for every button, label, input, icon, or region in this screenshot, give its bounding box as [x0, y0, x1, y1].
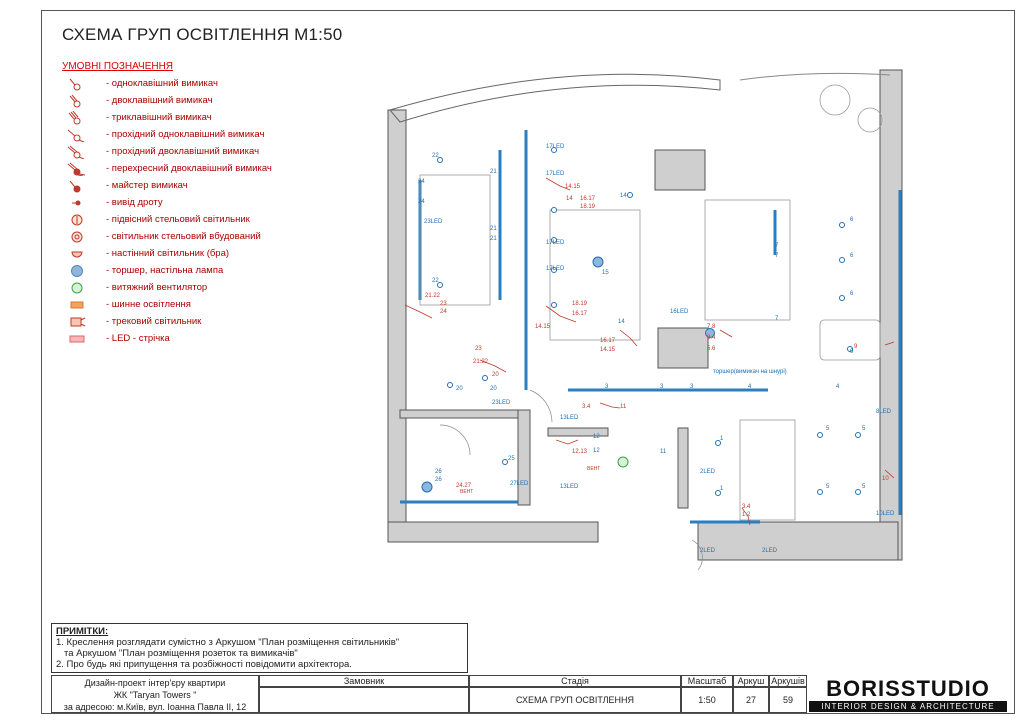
floor-lamps [422, 257, 715, 492]
brand-logo [807, 676, 1009, 713]
svg-text:12.13: 12.13 [572, 449, 588, 455]
svg-text:23: 23 [475, 346, 482, 352]
svg-text:2LED: 2LED [762, 548, 778, 554]
svg-text:4: 4 [748, 384, 752, 390]
svg-text:20: 20 [492, 372, 499, 378]
svg-text:21: 21 [490, 226, 497, 232]
svg-text:1: 1 [720, 436, 724, 442]
svg-text:5: 5 [826, 426, 830, 432]
svg-text:20: 20 [490, 386, 497, 392]
svg-text:23LED: 23LED [492, 400, 511, 406]
legend-item: - прохідний одноклавішний вимикач [62, 127, 292, 144]
svg-text:24: 24 [418, 199, 425, 205]
svg-text:12: 12 [593, 448, 600, 454]
track-light-icon [62, 315, 92, 329]
pass-single-switch-icon [62, 128, 92, 142]
svg-text:14.15: 14.15 [565, 184, 581, 190]
plan-furniture [420, 85, 882, 520]
floor-plan [380, 60, 920, 580]
svg-text:18.19: 18.19 [572, 301, 588, 307]
note-line: 1. Креслення розглядати сумістно з Аркушом "План розміщення світильників" [56, 637, 400, 648]
brand-tagline: INTERIOR DESIGN & ARCHITECTURE [809, 701, 1007, 712]
facade-outline [740, 73, 890, 80]
svg-text:21: 21 [490, 169, 497, 175]
single-switch-icon [62, 77, 92, 91]
svg-text:25: 25 [508, 456, 515, 462]
svg-text:3.4: 3.4 [582, 404, 591, 410]
legend-item: - шинне освітлення [62, 297, 292, 314]
svg-text:11: 11 [620, 404, 627, 410]
legend-heading: УМОВНІ ПОЗНАЧЕННЯ [62, 61, 174, 72]
svg-text:27LED: 27LED [510, 481, 529, 487]
legend-item: - майстер вимикач [62, 178, 292, 195]
legend-item: - триклавішний вимикач [62, 110, 292, 127]
legend-item: - підвісний стельовий світильник [62, 212, 292, 229]
sheet-header: Аркуш [733, 675, 769, 687]
svg-text:5: 5 [826, 484, 830, 490]
legend-item: - перехресний двоклавішний вимикач [62, 161, 292, 178]
svg-text:5.6: 5.6 [707, 346, 716, 352]
svg-text:5: 5 [862, 484, 866, 490]
cross-double-switch-icon [62, 162, 92, 176]
legend-item: - двоклавішний вимикач [62, 93, 292, 110]
svg-text:5: 5 [862, 426, 866, 432]
stage-header: Стадія [469, 675, 681, 687]
legend-item: - прохідний двоклавішний вимикач [62, 144, 292, 161]
svg-text:14: 14 [566, 196, 573, 202]
stage-value: СХЕМА ГРУП ОСВІТЛЕННЯ [469, 687, 681, 713]
svg-text:14: 14 [620, 193, 627, 199]
svg-text:9: 9 [854, 344, 858, 350]
svg-text:21.22: 21.22 [425, 293, 441, 299]
legend-item: - трековий світильник [62, 314, 292, 331]
svg-text:26: 26 [435, 477, 442, 483]
legend-item: - вивід дроту [62, 195, 292, 212]
svg-text:16.17: 16.17 [600, 338, 616, 344]
svg-text:7: 7 [775, 253, 779, 259]
svg-text:3: 3 [690, 384, 694, 390]
scale-value: 1:50 [681, 687, 733, 713]
notes-heading: ПРИМІТКИ: [56, 626, 109, 637]
svg-text:18.19: 18.19 [580, 204, 596, 210]
master-switch-icon [62, 179, 92, 193]
legend-item: - LED - стрічка [62, 331, 292, 348]
svg-text:21: 21 [490, 236, 497, 242]
triple-switch-icon [62, 111, 92, 125]
legend-item: - торшер, настільна лампа [62, 263, 292, 280]
pendant-light-icon [62, 213, 92, 227]
svg-text:7: 7 [775, 316, 779, 322]
legend-item: - витяжний вентилятор [62, 280, 292, 297]
customer-header: Замовник [259, 675, 469, 687]
svg-text:3: 3 [605, 384, 609, 390]
svg-text:14.15: 14.15 [600, 347, 616, 353]
legend [62, 76, 292, 348]
plan-text [418, 144, 895, 554]
vent-label: ВЕНТ [460, 489, 474, 495]
svg-text:3: 3 [660, 384, 664, 390]
svg-text:2LED: 2LED [700, 469, 716, 475]
project-info: Дизайн-проект інтер'єру квартири ЖК "Taryan Towers " за адресою: м.Київ, вул. Іоанна Павла ІІ, 12 [51, 675, 259, 713]
led-lines [400, 130, 900, 522]
pass-double-switch-icon [62, 145, 92, 159]
customer-value [259, 687, 469, 713]
notes-box [51, 623, 468, 673]
svg-text:2LED: 2LED [700, 548, 716, 554]
exhaust-fan [618, 457, 628, 467]
svg-text:3.4: 3.4 [707, 335, 716, 341]
page-title: СХЕМА ГРУП ОСВІТЛЕННЯ М1:50 [62, 25, 343, 44]
svg-text:1.2: 1.2 [742, 512, 751, 518]
svg-text:14: 14 [618, 319, 625, 325]
sheet-value: 27 [733, 687, 769, 713]
svg-text:22: 22 [432, 278, 439, 284]
scale-header: Масштаб [681, 675, 733, 687]
svg-text:10LED: 10LED [876, 511, 895, 517]
svg-text:13LED: 13LED [560, 484, 579, 490]
svg-text:17LED: 17LED [546, 266, 565, 272]
svg-text:1: 1 [720, 486, 724, 492]
svg-text:8LED: 8LED [876, 409, 892, 415]
exhaust-fan-icon [62, 281, 92, 295]
svg-text:10: 10 [882, 476, 889, 482]
svg-text:21.22: 21.22 [473, 359, 489, 365]
curved-facade [390, 74, 720, 122]
floor-lamp-note: торшер(вимикач на шнурі) [713, 369, 787, 375]
brand-name: BORISSTUDIO [826, 676, 990, 701]
svg-text:7: 7 [775, 243, 779, 249]
svg-text:24: 24 [440, 309, 447, 315]
legend-item: - світильник стельовий вбудований [62, 229, 292, 246]
floor-lamp-icon [62, 264, 92, 278]
sheets-value: 59 [769, 687, 807, 713]
bus-lighting-icon [62, 298, 92, 312]
sheets-header: Аркушів [769, 675, 807, 687]
double-switch-icon [62, 94, 92, 108]
svg-text:17LED: 17LED [546, 144, 565, 150]
svg-text:17LED: 17LED [546, 171, 565, 177]
svg-text:20: 20 [456, 386, 463, 392]
svg-text:13LED: 13LED [560, 415, 579, 421]
svg-text:17LED: 17LED [546, 240, 565, 246]
svg-text:6: 6 [850, 217, 854, 223]
led-strip-icon [62, 332, 92, 346]
wire-outlet-icon [62, 196, 92, 210]
svg-text:6: 6 [850, 253, 854, 259]
svg-text:26: 26 [435, 469, 442, 475]
svg-text:15: 15 [602, 270, 609, 276]
svg-text:7.8: 7.8 [707, 324, 716, 330]
recessed-light-icon [62, 230, 92, 244]
legend-item: - одноклавішний вимикач [62, 76, 292, 93]
svg-text:4: 4 [836, 384, 840, 390]
svg-text:23LED: 23LED [424, 219, 443, 225]
legend-item: - настінний світильник (бра) [62, 246, 292, 263]
note-line: 2. Про будь які припущення та розбіжності повідомити архітектора. [56, 659, 352, 670]
svg-text:6: 6 [850, 291, 854, 297]
svg-text:16.17: 16.17 [572, 311, 588, 317]
svg-text:9: 9 [850, 349, 854, 355]
svg-text:22: 22 [432, 153, 439, 159]
svg-text:11: 11 [660, 449, 667, 455]
vent-label: ВЕНТ [587, 466, 601, 472]
svg-text:14.15: 14.15 [535, 324, 551, 330]
svg-text:24: 24 [418, 179, 425, 185]
svg-text:3.4: 3.4 [742, 504, 751, 510]
note-line: та Аркушом "План розміщення розеток та вимикачів" [64, 648, 298, 659]
wall-light-icon [62, 247, 92, 261]
svg-text:24.27: 24.27 [456, 483, 472, 489]
svg-text:23: 23 [440, 301, 447, 307]
svg-text:16LED: 16LED [670, 309, 689, 315]
svg-text:16.17: 16.17 [580, 196, 596, 202]
svg-text:12: 12 [593, 434, 600, 440]
